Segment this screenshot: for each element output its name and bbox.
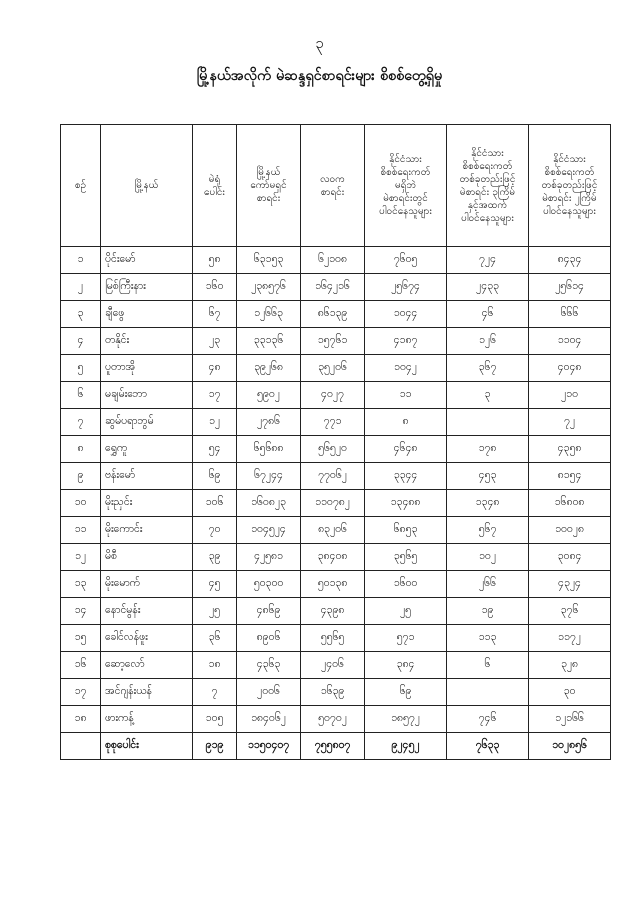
table-cell: ၁၁၇၂	[529, 625, 611, 652]
table-cell: ၁၆၈၀၈	[529, 490, 611, 517]
table-row	[61, 679, 611, 706]
table-cell: ၄၈	[193, 355, 237, 382]
table-cell: ၄၅၃	[447, 463, 529, 490]
table-row	[61, 247, 611, 274]
table-cell: ၁၂	[61, 544, 101, 571]
table-cell: ၁၂၁၆၆	[529, 706, 611, 733]
table-cell: ၂၅	[365, 598, 447, 625]
page-number: ၃	[315, 34, 324, 52]
table-cell: ၅၇၁	[365, 625, 447, 652]
table-cell: ချီဖွေ	[101, 301, 193, 328]
table-cell: ၁၂	[193, 409, 237, 436]
table-cell: ၁၀၄၅၂၄	[237, 517, 301, 544]
column-header-line: ပါဝင်နေသူများ	[379, 206, 432, 217]
table-cell: ၁၀၄၂	[365, 355, 447, 382]
table-cell: စုစုပေါင်း	[101, 733, 193, 760]
table-cell: ခေါင်လန်ဖူး	[101, 625, 193, 652]
column-header-line: စိစစ်ရေးကတ်	[462, 160, 513, 172]
column-header-line: မဲရုံ	[208, 173, 221, 185]
table-cell: ၄၆	[447, 301, 529, 328]
column-header	[193, 125, 237, 247]
table-row	[61, 625, 611, 652]
table-cell: ၆၃၁၅၃	[237, 247, 301, 274]
column-header-line: နိုင်ငံသား	[553, 154, 586, 165]
table-row	[61, 652, 611, 679]
column-header-line: ပါဝင်နေသူများ	[461, 212, 514, 224]
table-cell	[447, 409, 529, 436]
table-row	[61, 571, 611, 598]
table-cell: ၅၉၀၂	[237, 382, 301, 409]
column-header-line: တစ်ခုတည်းဖြင့်	[541, 180, 598, 191]
table-cell: မြစ်ကြီးနား	[101, 274, 193, 301]
table-cell: မိုးညှင်း	[101, 490, 193, 517]
column-header-line: စာရင်း	[320, 186, 345, 198]
table-cell: ၆၅၆၈၈	[237, 436, 301, 463]
table-cell: ၄	[61, 328, 101, 355]
table-cell: ၅၀၁၃၈	[301, 571, 365, 598]
table-cell: ၈၉၀၆	[237, 625, 301, 652]
total-row	[61, 733, 611, 760]
table-cell: ၄၃၉၈	[301, 598, 365, 625]
column-header-line: နှင့်အထက်	[467, 199, 508, 211]
table-cell: ၇၂၄	[447, 247, 529, 274]
table-cell: မိစီ	[101, 544, 193, 571]
table-cell: ၂၆၆	[447, 571, 529, 598]
column-header-line: ပေါင်း	[204, 186, 225, 198]
table-cell: တနိုင်း	[101, 328, 193, 355]
column-header-line: ကော်မရှင်	[250, 180, 287, 191]
table-cell: ၈၃၂၀၆	[301, 517, 365, 544]
table-row	[61, 328, 611, 355]
table-cell: ၁၉	[447, 598, 529, 625]
column-header-line: နိုင်ငံသား	[389, 154, 422, 165]
table-cell: ၇	[61, 409, 101, 436]
table-cell: ဆော့လော်	[101, 652, 193, 679]
table-cell: ၁၀၆	[193, 490, 237, 517]
table-cell: ၃၈၄၀၈	[301, 544, 365, 571]
table-cell: မချမ်းဘော	[101, 382, 193, 409]
table-cell: ၄၅	[193, 571, 237, 598]
table-cell: ၄၁၈၇	[365, 328, 447, 355]
table-cell: ၇၇၁	[301, 409, 365, 436]
table-row	[61, 598, 611, 625]
table-cell: ၇၄၆	[447, 706, 529, 733]
table-cell: ပိုင်းမော်	[101, 247, 193, 274]
column-header-line: မဲစာရင်း ၃ကြိမ်	[459, 186, 516, 198]
table-cell: ၅၆၇	[447, 517, 529, 544]
table-cell: ၁၈	[193, 652, 237, 679]
table-cell: ၆၇	[193, 301, 237, 328]
table-cell: ၆	[61, 382, 101, 409]
table-cell: ၁၂၆	[447, 328, 529, 355]
table-cell: ၁၈	[61, 706, 101, 733]
table-cell	[61, 733, 101, 760]
table-cell: ၃	[447, 382, 529, 409]
table-cell: ၂၃	[193, 328, 237, 355]
table-row	[61, 436, 611, 463]
document-title: မြို့နယ်အလိုက် မဲဆန္ဒရှင်စာရင်းများ စိစစ်တွေ့ရှိမှု	[196, 68, 443, 84]
table-cell: ၉၁၉	[193, 733, 237, 760]
table-cell: ၇၂	[529, 409, 611, 436]
table-cell: ၁၆၀၈၂၃	[237, 490, 301, 517]
table-body	[61, 247, 611, 760]
table-cell: ၄၃၆၃	[237, 652, 301, 679]
table-cell: ၃	[61, 301, 101, 328]
table-cell: ၂၅၆၁၄	[529, 274, 611, 301]
table-cell: ၃၆၇	[447, 355, 529, 382]
table-cell: ၃၀	[529, 679, 611, 706]
table-cell: ၁၇၈	[447, 436, 529, 463]
table-cell: ၆	[447, 652, 529, 679]
table-cell: ၁၀၅	[193, 706, 237, 733]
table-row	[61, 463, 611, 490]
table-cell: ၁၃၄၈၈	[365, 490, 447, 517]
table-cell: ၈	[61, 436, 101, 463]
column-header	[101, 125, 193, 247]
column-header-line: နိုင်ငံသား	[471, 147, 504, 159]
table-cell: ၂၀၀၆	[237, 679, 301, 706]
table-cell: ၆၇၂၄၄	[237, 463, 301, 490]
table-cell: ၁၁၅၀၄၀၇	[237, 733, 301, 760]
table-cell: အင်ဂျန်းယန်	[101, 679, 193, 706]
column-header	[447, 125, 529, 247]
table-cell: ၁၆၀၀	[365, 571, 447, 598]
table-cell: ၃၅၂၀၆	[301, 355, 365, 382]
column-header-line: မဲစာရင်းတွင်	[383, 193, 428, 204]
table-row	[61, 355, 611, 382]
table-row	[61, 382, 611, 409]
table-cell: ၅၀၃၀၀	[237, 571, 301, 598]
column-header-line: မရှိဘဲ	[394, 180, 417, 191]
table-cell: ၂၄၀၆	[301, 652, 365, 679]
table-cell: ၁၁၀၄	[529, 328, 611, 355]
table-cell: မိုးကောင်း	[101, 517, 193, 544]
table-row	[61, 544, 611, 571]
table-cell: ၆၈၅၃	[365, 517, 447, 544]
table-cell: ၅	[61, 355, 101, 382]
column-header-line: စိစစ်ရေးကတ်	[544, 167, 595, 178]
table-cell: ၁၀၀၂၈	[529, 517, 611, 544]
column-header-line: မြို့နယ်	[256, 167, 281, 178]
table-cell: ၅၈	[193, 247, 237, 274]
column-header	[365, 125, 447, 247]
voter-list-table	[60, 124, 611, 760]
table-cell: ၈၄၃၄	[529, 247, 611, 274]
table-cell: ၃၃၄၄	[365, 463, 447, 490]
table-row	[61, 409, 611, 436]
table-cell: ၇၇၀၆၂	[301, 463, 365, 490]
table-cell: နောင်မွန်း	[101, 598, 193, 625]
table-cell: ၂၁၀	[529, 382, 611, 409]
table-cell: ဗန်းမော်	[101, 463, 193, 490]
table-cell: ၉၂၄၅၂	[365, 733, 447, 760]
column-header-line: လဝက	[320, 173, 345, 185]
column-header	[301, 125, 365, 247]
table-cell: ၄၆၄၈	[365, 436, 447, 463]
column-header-line: စိစစ်ရေးကတ်	[380, 167, 431, 178]
table-cell: ၄၂၅၈၁	[237, 544, 301, 571]
table-cell: ၁၃	[61, 571, 101, 598]
table-cell: ၁၇	[61, 679, 101, 706]
table-cell	[447, 679, 529, 706]
table-cell: ၁၀	[61, 490, 101, 517]
table-cell: ၂၇၈၆	[237, 409, 301, 436]
table-cell: ၁၈၄၀၆၂	[237, 706, 301, 733]
table-cell: ၇	[193, 679, 237, 706]
table-cell: ၂၄၃၃	[447, 274, 529, 301]
table-cell: ၆၂၁၀၈	[301, 247, 365, 274]
table-cell: ၁၆၃၉	[301, 679, 365, 706]
table-cell: ၃၀၈၄	[529, 544, 611, 571]
table-cell: ၃၉၂၆၈	[237, 355, 301, 382]
table-cell: ၃၂၈	[529, 652, 611, 679]
table-cell: ၁၆၀	[193, 274, 237, 301]
table-cell: ၈၆၁၃၉	[301, 301, 365, 328]
table-cell: ၂၃၈၅၇၆	[237, 274, 301, 301]
column-header-line: ပါဝင်နေသူများ	[543, 206, 596, 217]
column-header	[237, 125, 301, 247]
table-cell: ရွှေကူ	[101, 436, 193, 463]
table-header-row	[61, 125, 611, 247]
table-cell: ဆွမ်ပရာဘွမ်	[101, 409, 193, 436]
table-cell: ၅၅၆၅	[301, 625, 365, 652]
table-cell: ၂၅	[193, 598, 237, 625]
table-cell: ၁၀၂၈၅၆	[529, 733, 611, 760]
table-cell: ၁၄	[61, 598, 101, 625]
table-cell: ၂	[61, 274, 101, 301]
table-cell: ၇၀	[193, 517, 237, 544]
table-cell: ၈	[365, 409, 447, 436]
table-cell: ၉	[61, 463, 101, 490]
column-header	[529, 125, 611, 247]
table-cell: ၄၀၄၈	[529, 355, 611, 382]
table-cell: ၁၅	[61, 625, 101, 652]
table-cell: ၆၆၆	[529, 301, 611, 328]
table-cell: ၁၁၃	[447, 625, 529, 652]
table-cell: ၁၁	[365, 382, 447, 409]
column-header	[61, 125, 101, 247]
column-header-line: စဉ်	[74, 180, 87, 191]
table-row	[61, 517, 611, 544]
column-header-line: တစ်ခုတည်းဖြင့်	[459, 173, 516, 185]
column-header-line: မြို့နယ်	[134, 180, 159, 191]
table-cell: ပူတာအို	[101, 355, 193, 382]
table-cell: ၃၆	[193, 625, 237, 652]
table-cell: ၇၆၀၅	[365, 247, 447, 274]
table-cell: ၄၀၂၇	[301, 382, 365, 409]
table-cell: ၁၀၄၄	[365, 301, 447, 328]
table-cell: ၃၃၁၃၆	[237, 328, 301, 355]
table-cell: ၅၆၅၂၀	[301, 436, 365, 463]
table-cell: ၃၈၄	[365, 652, 447, 679]
table-row	[61, 706, 611, 733]
table-cell: ၁၂၆၆၃	[237, 301, 301, 328]
column-header-line: စာရင်း	[256, 193, 281, 204]
table-cell: ၈၁၅၄	[529, 463, 611, 490]
table-row	[61, 274, 611, 301]
table-cell: ၇၅၅၈၀၇	[301, 733, 365, 760]
table-cell: ၅၀၇၀၂	[301, 706, 365, 733]
table-row	[61, 490, 611, 517]
table-cell: ၅၄	[193, 436, 237, 463]
table-cell: ၁	[61, 247, 101, 274]
table-cell: မိုးမောက်	[101, 571, 193, 598]
table-cell: ၄၃၅၈	[529, 436, 611, 463]
table-cell: ၁၆	[61, 652, 101, 679]
table-cell: ၆၉	[365, 679, 447, 706]
table-cell: ၁၁၀၇၈၂	[301, 490, 365, 517]
table-cell: ၃၉	[193, 544, 237, 571]
table-cell: ၃၅၆၅	[365, 544, 447, 571]
table-cell: ဖားကန့်	[101, 706, 193, 733]
table-cell: ၁၇	[193, 382, 237, 409]
table-cell: ၁၁	[61, 517, 101, 544]
table-cell: ၃၇၆	[529, 598, 611, 625]
table-cell: ၁၃၄၈	[447, 490, 529, 517]
table-cell: ၁၈၅၇၂	[365, 706, 447, 733]
table-row	[61, 301, 611, 328]
table-cell: ၆၉	[193, 463, 237, 490]
column-header-line: မဲစာရင်း ၂ကြိမ်	[542, 193, 597, 204]
table-cell: ၇၆၃၃	[447, 733, 529, 760]
table-cell: ၂၅၆၇၄	[365, 274, 447, 301]
table-cell: ၁၅၇၆၁	[301, 328, 365, 355]
table-cell: ၄၃၂၄	[529, 571, 611, 598]
table-cell: ၁၆၄၂၁၆	[301, 274, 365, 301]
table-cell: ၄၈၆၉	[237, 598, 301, 625]
table-cell: ၁၀၂	[447, 544, 529, 571]
